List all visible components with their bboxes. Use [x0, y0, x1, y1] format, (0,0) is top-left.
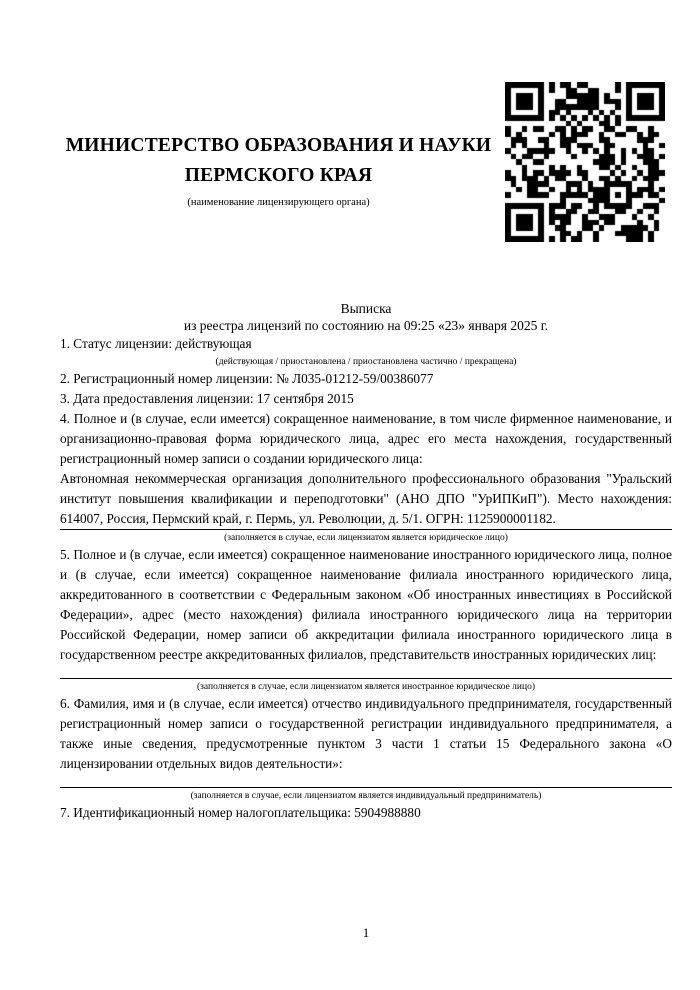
- entrepreneur-answer-blank: [60, 774, 672, 788]
- page-number: 1: [362, 925, 370, 940]
- extract-title-line2: из реестра лицензий по состоянию на 09:25 «23» января 2025 г.: [183, 318, 549, 333]
- entrepreneur-question: 6. Фамилия, имя и (в случае, если имеется) отчество индивидуального предпринимателя, государственный регистрационный номер записи о государственной регистрации индивидуального предпринимателя, а также иные сведения, предусмотренные пунктом 3 части 1 статьи 15 Федерального закона «О лицензировании отдельных видов деятельности»:: [60, 696, 672, 771]
- extract-title-line1: Выписка: [340, 301, 392, 316]
- legal-entity-caption: (заполняется в случае, если лицензиатом является юридическое лицо): [224, 533, 508, 543]
- legal-entity-answer: Автономная некоммерческая организация дополнительного профессионального образования "Уральский институт повышения квалификации и переподготовки" (АНО ДПО "УрИПКиП"). Место нахождения: 614007, Россия, Пермский край, г. Пермь, ул. Революции, д. 5/1. ОГРН: 1125900001182.: [60, 469, 672, 530]
- ministry-name-line1: МИНИСТЕРСТВО ОБРАЗОВАНИЯ И НАУКИ: [65, 135, 492, 156]
- foreign-entity-answer-blank: [60, 665, 672, 679]
- license-status-options-caption: (действующая / приостановлена / приостановлена частично / прекращена): [215, 357, 517, 367]
- legal-entity-question: 4. Полное и (в случае, если имеется) сокращенное наименование, в том числе фирменное наименование, и организационно-правовая форма юридического лица, адрес его места нахождения, государственный регистрационный номер записи о создании юридического лица:: [60, 411, 672, 466]
- registration-number-item: 2. Регистрационный номер лицензии: № Л035-01212-59/00386077: [60, 371, 434, 386]
- ministry-name-line2: ПЕРМСКОГО КРАЯ: [184, 165, 373, 186]
- document-body: [60, 0, 672, 823]
- taxpayer-number-item: 7. Идентификационный номер налогоплательщика: 5904988880: [60, 805, 421, 820]
- license-grant-date-item: 3. Дата предоставления лицензии: 17 сентября 2015: [60, 391, 354, 406]
- entrepreneur-caption: (заполняется в случае, если лицензиатом является индивидуальный предприниматель): [190, 791, 542, 801]
- foreign-entity-caption: (заполняется в случае, если лицензиатом является иностранное юридическое лицо): [197, 682, 535, 692]
- extract-title: [60, 300, 672, 334]
- ministry-caption: (наименование лицензирующего органа): [187, 197, 370, 208]
- license-status-item: 1. Статус лицензии: действующая: [60, 336, 252, 351]
- foreign-entity-question: 5. Полное и (в случае, если имеется) сокращенное наименование иностранного юридического лица, полное и (в случае, если имеется) сокращенное наименование филиала иностранного юридического лица, аккредитованного в соответствии с Федеральным законом «Об иностранных инвестициях в Российской Федерации», адрес (место нахождения) филиала иностранного юридического лица на территории Российской Федерации, номер записи об аккредитации филиала иностранного юридического лица в государственном реестре аккредитованных филиалов, представительств иностранных юридических лиц:: [60, 547, 672, 662]
